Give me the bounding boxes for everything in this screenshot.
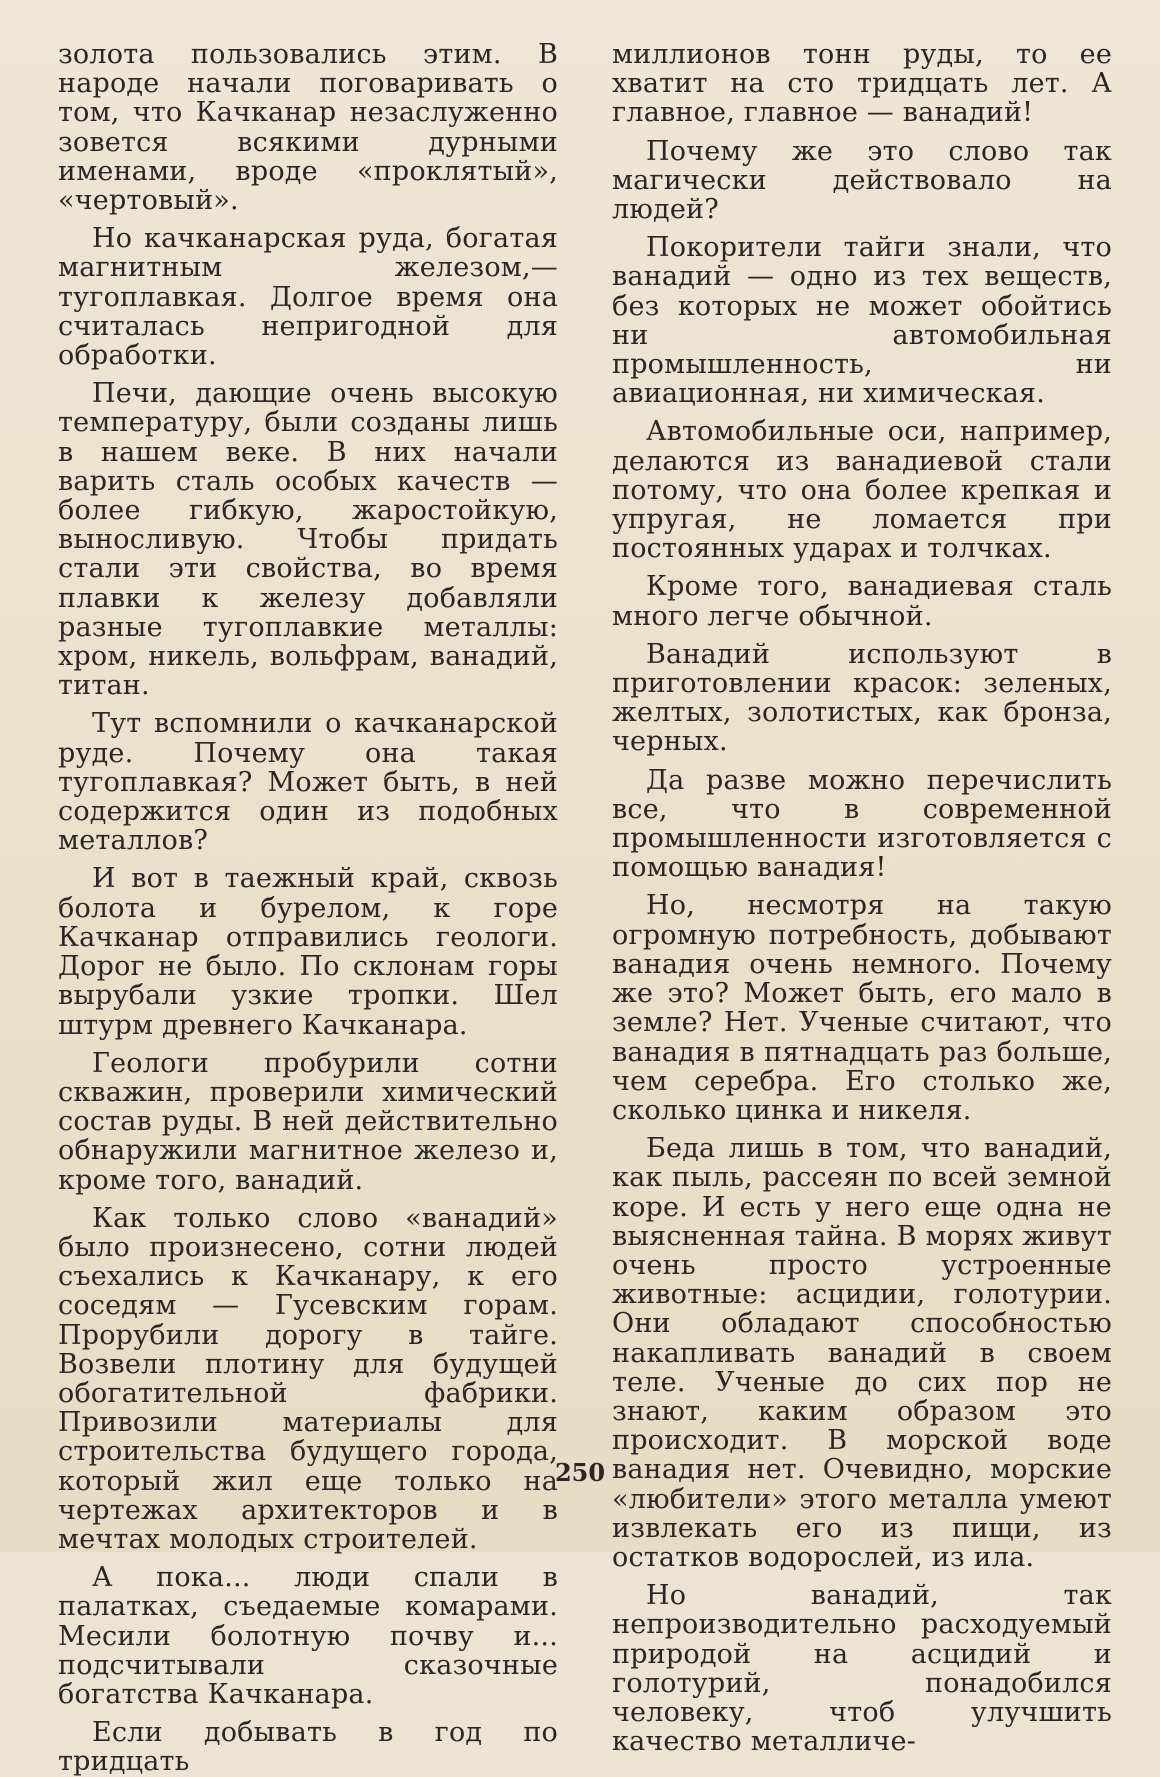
paragraph: Печи, дающие очень высокую температуру, были созданы лишь в нашем веке. В них начали варить сталь особых качеств — более гибкую, жаростойкую, выносливую. Чтобы придать стали эти свойства, во время плавки к железу добавляли разные тугоплавкие металлы: хром, никель, вольфрам, ванадий, титан.: [58, 378, 558, 702]
paragraph: Покорители тайги знали, что ванадий — одно из тех веществ, без которых не может обойтись ни автомобильная промышленность, ни авиационная, ни химическая.: [612, 232, 1112, 410]
paragraph: Кроме того, ванадиевая сталь много легче обычной.: [612, 571, 1112, 632]
paragraph: Как только слово «ванадий» было произнесено, сотни людей съехались к Качканару, к его соседям — Гусевским горам. Прорубили дорогу в тайге. Возвели плотину для будущей обогатительной фабрики. Привозили материалы для строительства будущего города, который жил еще только на чертежах архитекторов и в мечтах молодых строителей.: [58, 1202, 558, 1555]
paragraph: Беда лишь в том, что ванадий, как пыль, рассеян по всей земной коре. И есть у него еще одна не выясненная тайна. В морях живут очень просто устроенные животные: асцидии, голотурии. Они обладают способностью накапливать ванадий в своем теле. Ученые до сих пор не знают, каким образом это происходит. В морской воде ванадия нет. Очевидно, морские «любители» этого металла умеют извлекать его из пищи, из остатков водорослей, из ила.: [612, 1133, 1112, 1573]
paragraph: золота пользовались этим. В народе начали поговаривать о том, что Качканар незаслуженно зовется всякими дурными именами, вроде «проклятый», «чертовый».: [58, 39, 558, 217]
paragraph: Автомобильные оси, например, делаются из ванадиевой стали потому, что она более крепкая и упругая, не ломается при постоянных ударах и толчках.: [612, 416, 1112, 565]
paragraph: Тут вспомнили о качканарской руде. Почему она такая тугоплавкая? Может быть, в ней содержится один из подобных металлов?: [58, 708, 558, 857]
paragraph: миллионов тонн руды, то ее хватит на сто тридцать лет. А главное, главное — ванадий!: [612, 39, 1112, 129]
paragraph: И вот в таежный край, сквозь болота и бурелом, к горе Качканар отправились геологи. Дорог не было. По склонам горы вырубали узкие тропки. Шел штурм древнего Качканара.: [58, 863, 558, 1041]
paragraph: Да разве можно перечислить все, что в современной промышленности изготовляется с помощью ванадия!: [612, 764, 1112, 884]
paragraph: Почему же это слово так магически действовало на людей?: [612, 135, 1112, 226]
right-column: [612, 40, 1112, 1756]
paragraph: А пока... люди спали в палатках, съедаемые комарами. Месили болотную почву и... подсчитывали сказочные богатства Качканара.: [58, 1562, 558, 1710]
paragraph: Но качканарская руда, богатая магнитным железом,— тугоплавкая. Долгое время она считалась непригодной для обработки.: [58, 223, 558, 372]
left-column: [58, 40, 558, 1777]
paragraph: Если добывать в год по тридцать: [58, 1717, 558, 1777]
paragraph: Но, несмотря на такую огромную потребность, добывают ванадия очень немного. Почему же это? Может быть, его мало в земле? Нет. Ученые считают, что ванадия в пятнадцать раз больше, чем серебра. Его столько же, сколько цинка и никеля.: [612, 890, 1112, 1126]
paragraph: Геологи пробурили сотни скважин, проверили химический состав руды. В ней действительно обнаружили магнитное железо и, кроме того, ванадий.: [58, 1047, 558, 1196]
paragraph: Ванадий используют в приготовлении красок: зеленых, желтых, золотистых, как бронза, черных.: [612, 638, 1112, 758]
paragraph: Но ванадий, так непроизводительно расходуемый природой на асцидий и голотурий, понадобился человеку, чтоб улучшить качество металличе-: [612, 1580, 1112, 1758]
page-number: 250: [554, 1458, 606, 1487]
